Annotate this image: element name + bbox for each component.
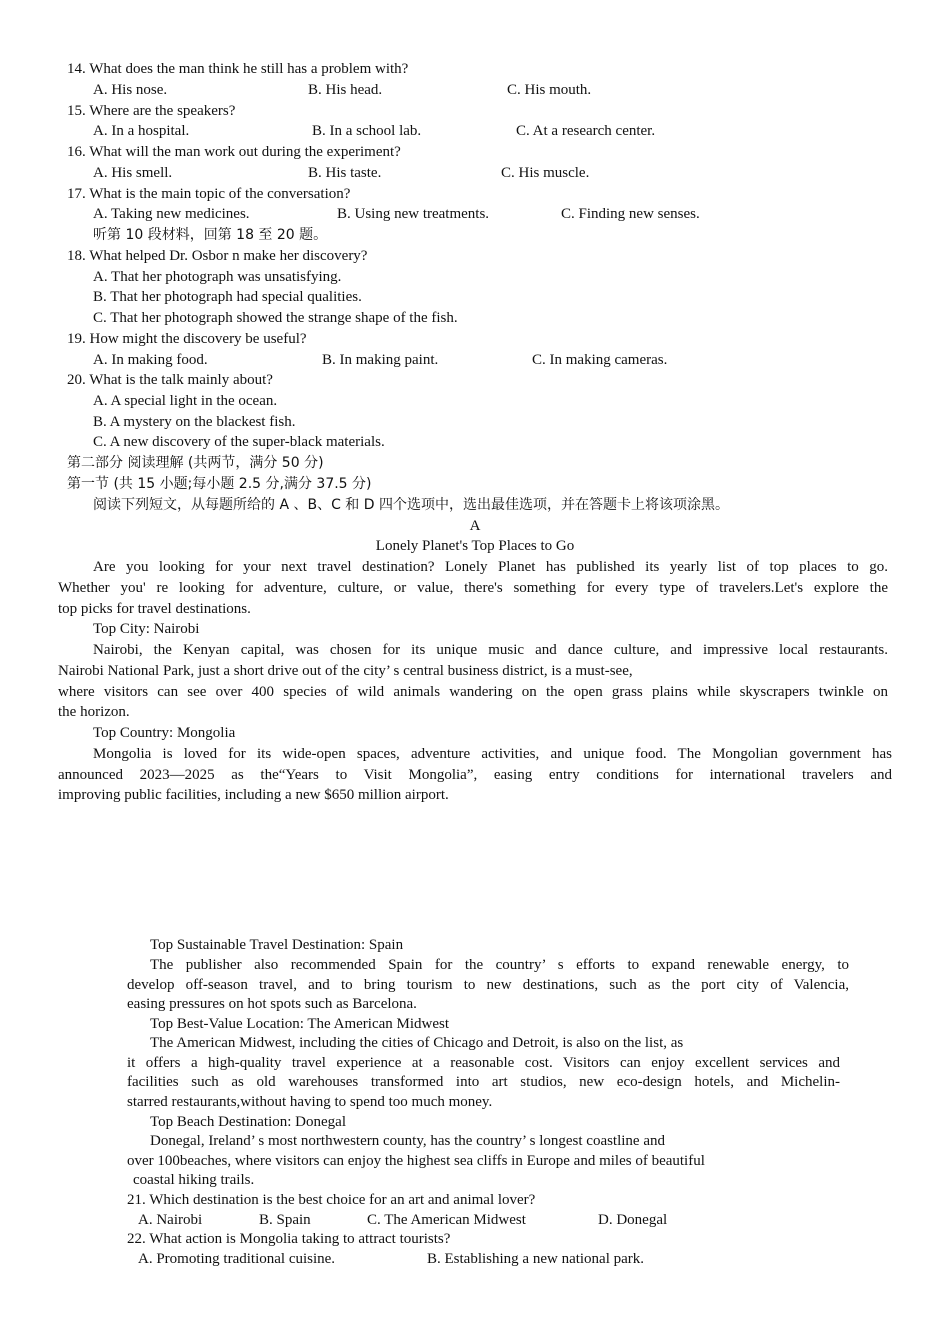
passage-letter: A [469,518,481,534]
q16-option-a: A. His smell. [93,165,173,181]
material-10-instruction: 听第 10 段材料，回第 18 至 20 题。 [93,227,328,243]
donegal-heading: Top Beach Destination: Donegal [150,1114,346,1130]
q14-stem: 14. What does the man think he still has a problem with? [67,61,409,77]
q19-option-b: B. In making paint. [322,352,439,368]
q18-option-a: A. That her photograph was unsatisfying. [93,269,342,285]
q20-stem: 20. What is the talk mainly about? [67,372,273,388]
spain-line-2: develop off-season travel, and to bring tourism to new destinations, such as the port city of Valencia, [127,977,849,993]
q17-option-c: C. Finding new senses. [561,206,700,222]
q22-stem: 22. What action is Mongolia taking to attract tourists? [127,1231,451,1247]
section-one-heading: 第一节 (共 15 小题;每小题 2.5 分,满分 37.5 分) [67,476,372,492]
part-two-heading: 第二部分 阅读理解 (共两节，满分 50 分) [67,455,324,471]
city-line-2: Nairobi National Park, just a short drive out of the city’ s central business district, is a must-see, [58,663,633,679]
donegal-line-3: coastal hiking trails. [133,1172,255,1188]
q15-option-c: C. At a research center. [516,123,656,139]
q22-option-b: B. Establishing a new national park. [427,1251,645,1267]
country-line-3: improving public facilities, including a new $650 million airport. [58,787,449,803]
q15-stem: 15. Where are the speakers? [67,103,236,119]
spain-line-3: easing pressures on hot spots such as Barcelona. [127,996,417,1012]
country-heading: Top Country: Mongolia [93,725,236,741]
city-line-4: the horizon. [58,704,130,720]
q18-option-b: B. That her photograph had special qualities. [93,289,362,305]
q19-option-c: C. In making cameras. [532,352,668,368]
country-line-1: Mongolia is loved for its wide-open spaces, adventure activities, and unique food. The Mongolian government has [93,746,892,762]
q21-option-a: A. Nairobi [138,1212,203,1228]
q20-option-c: C. A new discovery of the super-black materials. [93,434,385,450]
q21-stem: 21. Which destination is the best choice for an art and animal lover? [127,1192,536,1208]
q16-stem: 16. What will the man work out during the experiment? [67,144,401,160]
intro-line-3: top picks for travel destinations. [58,601,251,617]
passage-title: Lonely Planet's Top Places to Go [375,538,575,554]
intro-line-2: Whether you' re looking for adventure, culture, or value, there's something for every type of travelers.Let's explore the [58,580,888,596]
q18-option-c: C. That her photograph showed the strange shape of the fish. [93,310,458,326]
q22-option-a: A. Promoting traditional cuisine. [138,1251,336,1267]
donegal-line-2: over 100beaches, where visitors can enjoy the highest sea cliffs in Europe and miles of beautiful [127,1153,705,1169]
q14-option-a: A. His nose. [93,82,168,98]
q17-option-b: B. Using new treatments. [337,206,490,222]
country-line-2: announced 2023—2025 as the“Years to Visit Mongolia”, easing entry conditions for international travelers and [58,767,892,783]
q17-option-a: A. Taking new medicines. [93,206,250,222]
q15-option-a: A. In a hospital. [93,123,190,139]
q16-option-b: B. His taste. [308,165,382,181]
q14-option-b: B. His head. [308,82,383,98]
midwest-line-3: facilities such as old warehouses transformed into art studios, new eco-design hotels, and Michelin- [127,1074,840,1090]
city-line-3: where visitors can see over 400 species of wild animals wandering on the open grass plains while skyscrapers twinkle on [58,684,888,700]
midwest-line-1: The American Midwest, including the cities of Chicago and Detroit, is also on the list, as [150,1035,684,1051]
q21-option-d: D. Donegal [598,1212,668,1228]
spain-line-1: The publisher also recommended Spain for the country’ s efforts to expand renewable energy, to [150,957,849,973]
city-heading: Top City: Nairobi [93,621,200,637]
q20-option-a: A. A special light in the ocean. [93,393,278,409]
q19-option-a: A. In making food. [93,352,208,368]
city-line-1: Nairobi, the Kenyan capital, was chosen for its unique music and dance culture, and impressive local restaurants. [93,642,888,658]
spain-heading: Top Sustainable Travel Destination: Spain [150,937,404,953]
q15-option-b: B. In a school lab. [312,123,422,139]
q17-stem: 17. What is the main topic of the conversation? [67,186,351,202]
intro-line-1: Are you looking for your next travel destination? Lonely Planet has published its yearly list of top places to go. [93,559,888,575]
q20-option-b: B. A mystery on the blackest fish. [93,414,296,430]
midwest-heading: Top Best-Value Location: The American Midwest [150,1016,450,1032]
q21-option-c: C. The American Midwest [367,1212,526,1228]
q18-stem: 18. What helped Dr. Osbor n make her discovery? [67,248,368,264]
q19-stem: 19. How might the discovery be useful? [67,331,307,347]
q16-option-c: C. His muscle. [501,165,590,181]
donegal-line-1: Donegal, Ireland’ s most northwestern county, has the country’ s longest coastline and [150,1133,666,1149]
q14-option-c: C. His mouth. [507,82,592,98]
midwest-line-2: it offers a high-quality travel experience at a reasonable cost. Visitors can enjoy excellent services and [127,1055,840,1071]
q21-option-b: B. Spain [259,1212,311,1228]
midwest-line-4: starred restaurants,without having to spend too much money. [127,1094,493,1110]
reading-instruction: 阅读下列短文，从每题所给的 A 、B、C 和 D 四个选项中，选出最佳选项，并在答题卡上将该项涂黑。 [93,497,729,513]
